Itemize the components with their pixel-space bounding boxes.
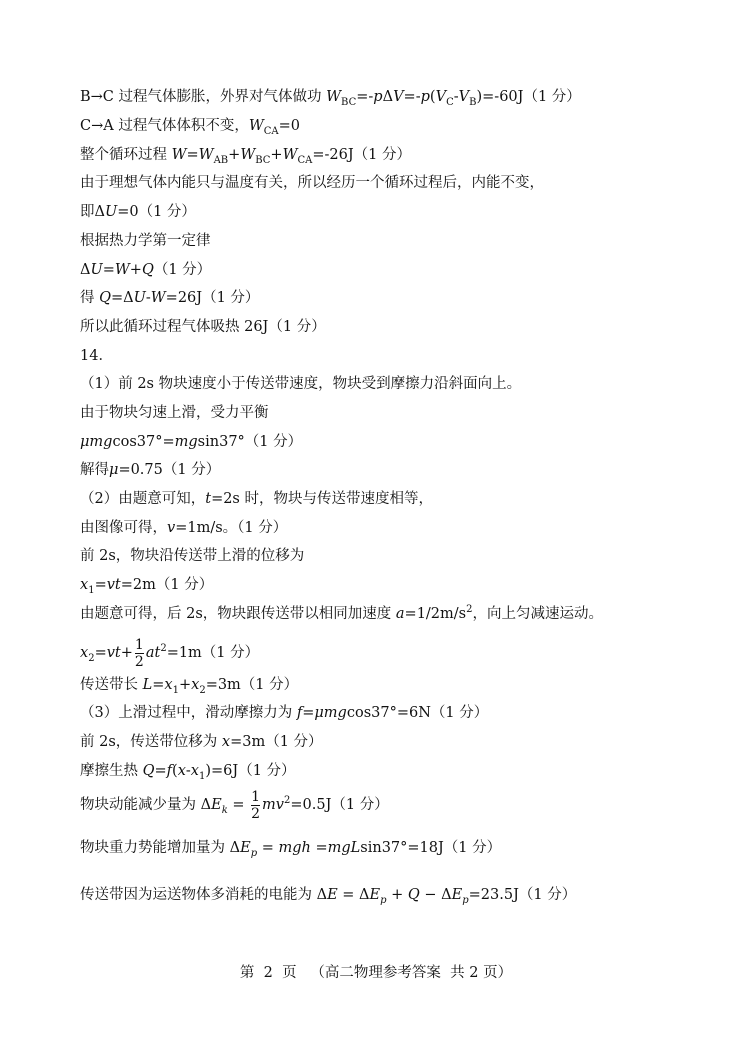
line-x2: $x_2=vt+$ $\frac{1}{2}$ $at^2=1m(1$ 分） [80,636,260,670]
line-kinetic-energy: 物块动能减少量为 $\Delta E_k$ = $\frac{1}{2}$ $mv^2=0.5J(1$ 分） [80,788,389,822]
line-part2-intro: （2）由题意可知，t=2s 时，物块与传送带速度相等， [80,491,433,507]
fraction-half: $\frac{1}{2}$ [134,636,144,670]
line-friction: （3）上滑过程中，滑动摩擦力为 f=μmgcos37°=6N（1 分） [80,705,489,721]
line-bc-work: B→C 过程气体膨胀，外界对气体做功 $W_{BC}=-p\Delta V=-p(V_C-V_B)=-60J(1$ 分） [80,89,581,108]
line-balance: 由于物块匀速上滑，受力平衡 [80,405,269,421]
line-first-law-intro: 根据热力学第一定律 [80,233,211,249]
line-potential-energy: 物块重力势能增加量为 $\Delta E_p$ = mgh =mgLsin37°=18J（1 分） [80,840,502,859]
line-acceleration: 由题意可得，后 2s，物块跟传送带以相同加速度 $a=1/2m/s^2$，向上匀减速运动。 [80,604,603,622]
line-heat-q: 得 Q=ΔU-W=26J（1 分） [80,290,260,306]
line-first-law: ΔU=W+Q（1 分） [80,262,212,278]
question-number: 14． [80,348,113,364]
line-displacement-intro: 前 2s，物块沿传送带上滑的位移为 [80,548,305,564]
line-belt-displacement: 前 2s，传送带位移为 x=3m（1 分） [80,734,323,750]
line-electric-energy: 传送带因为运送物体多消耗的电能为 $\Delta E = \Delta E_p + Q - \Delta E_p=23.5J(1$ 分） [80,887,577,906]
fraction-half-2: $\frac{1}{2}$ [251,788,261,822]
document-label: （高二物理参考答案 共 2 页） [310,965,513,981]
line-velocity: 由图像可得，v=1m/s。（1 分） [80,520,288,536]
line-absorb: 所以此循环过程气体吸热 26J（1 分） [80,319,326,335]
line-balance-eq: μmgcos37°=mgsin37°（1 分） [80,434,303,450]
line-part1-intro: （1）前 2s 物块速度小于传送带速度，物块受到摩擦力沿斜面向上。 [80,376,522,392]
line-cycle-work: 整个循环过程 $W=W_{AB}+W_{BC}+W_{CA}=-26J(1$ 分） [80,147,411,166]
page-number: 第 2 页 [239,965,297,981]
page-footer [0,961,752,982]
line-delta-u: 即ΔU=0（1 分） [80,204,196,220]
line-ca-work: C→A 过程气体体积不变，$W_{CA}=0$ [80,118,300,137]
line-belt-length: 传送带长 $L=x_1+x_2=3m(1$ 分） [80,677,299,696]
line-x1: $x_1=vt=2m(1$ 分） [80,577,214,596]
line-mu: 解得μ=0.75（1 分） [80,462,221,478]
line-friction-heat: 摩擦生热 $Q=f(x-x_1)=6J(1$ 分） [80,763,296,782]
line-internal-energy: 由于理想气体内能只与温度有关，所以经历一个循环过程后，内能不变， [80,175,544,191]
